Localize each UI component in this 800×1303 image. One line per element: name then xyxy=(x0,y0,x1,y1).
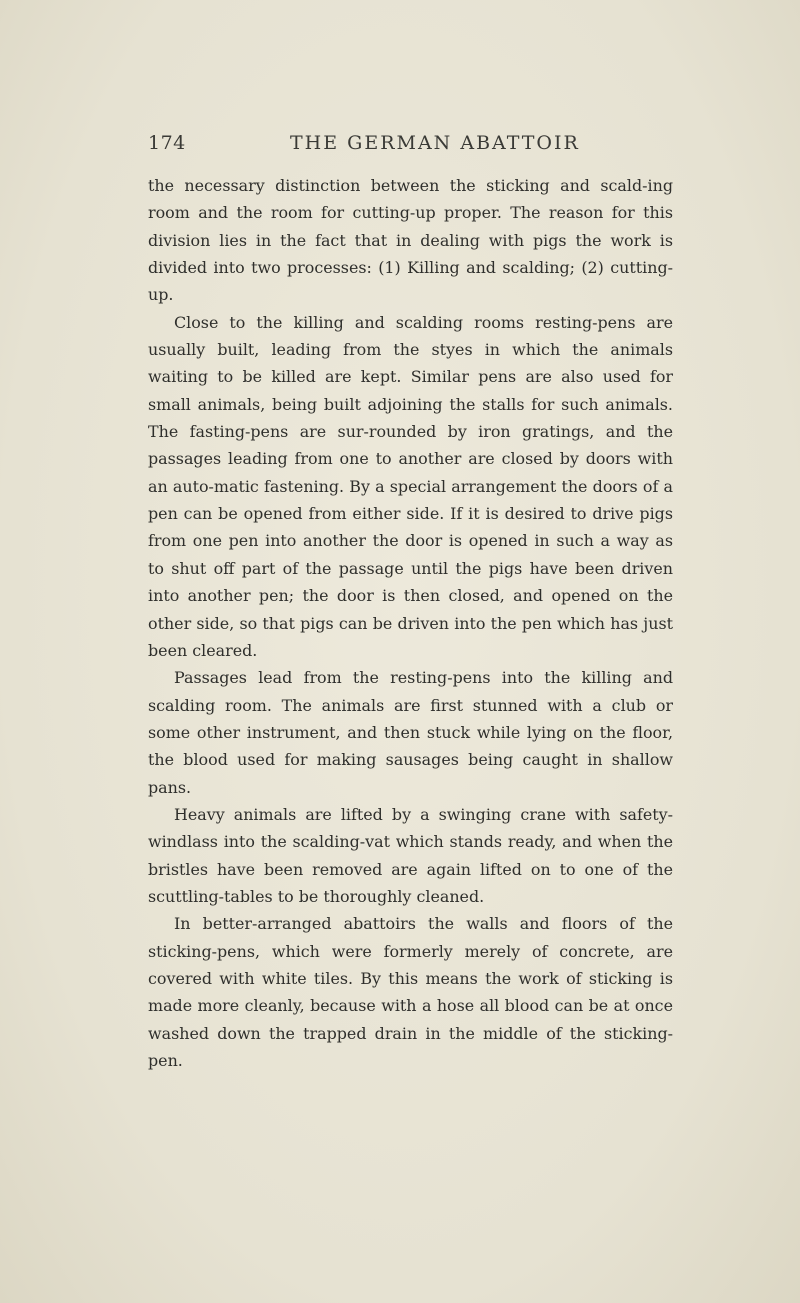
paragraph-4: Heavy animals are lifted by a swinging crane with safety-windlass into the scalding-vat which stands ready, and when the bristles have been removed are again lifted on to one of the scuttling-tables to be thoroughly cleaned. xyxy=(148,804,673,906)
paragraph-5: In better-arranged abattoirs the walls and floors of the sticking-pens, which were formerly merely of concrete, are covered with white tiles. By this means the work of sticking is made more cleanly, because with a hose all blood can be at once washed down the trapped drain in the middle of the sticking-pen. xyxy=(148,914,673,1070)
running-head: THE GERMAN ABATTOIR xyxy=(290,132,580,154)
page-number: 174 xyxy=(148,132,186,154)
paragraph-3: Passages lead from the resting-pens into the killing and scalding room. The animals are first stunned with a club or some other instrument, and then stuck while lying on the floor, the blood used for making sausages being caught in shallow pans. xyxy=(148,668,673,797)
paragraph-2: Close to the killing and scalding rooms resting-pens are usually built, leading from the styes in which the animals waiting to be killed are kept. Similar pens are also used for small animals, being built adjoining the stalls for such animals. The fasting-pens are sur-rounded by iron gratings, and the passages leading from one to another are closed by doors with an auto-matic fastening. By a special arrangement the doors of a pen can be opened from either side. If it is desired to drive pigs from one pen into another the door is opened in such a way as to shut off part of the passage until the pigs have been driven into another pen; the door is then closed, and opened on the other side, so that pigs can be driven into the pen which has just been cleared. xyxy=(148,312,673,660)
paragraph-1: the necessary distinction between the sticking and scald-ing room and the room for cutting-up proper. The reason for this division lies in the fact that in dealing with pigs the work is divided into two processes: (1) Killing and scalding; (2) cutting-up. xyxy=(148,176,673,305)
page-header xyxy=(148,132,673,162)
body-text xyxy=(148,172,673,1074)
